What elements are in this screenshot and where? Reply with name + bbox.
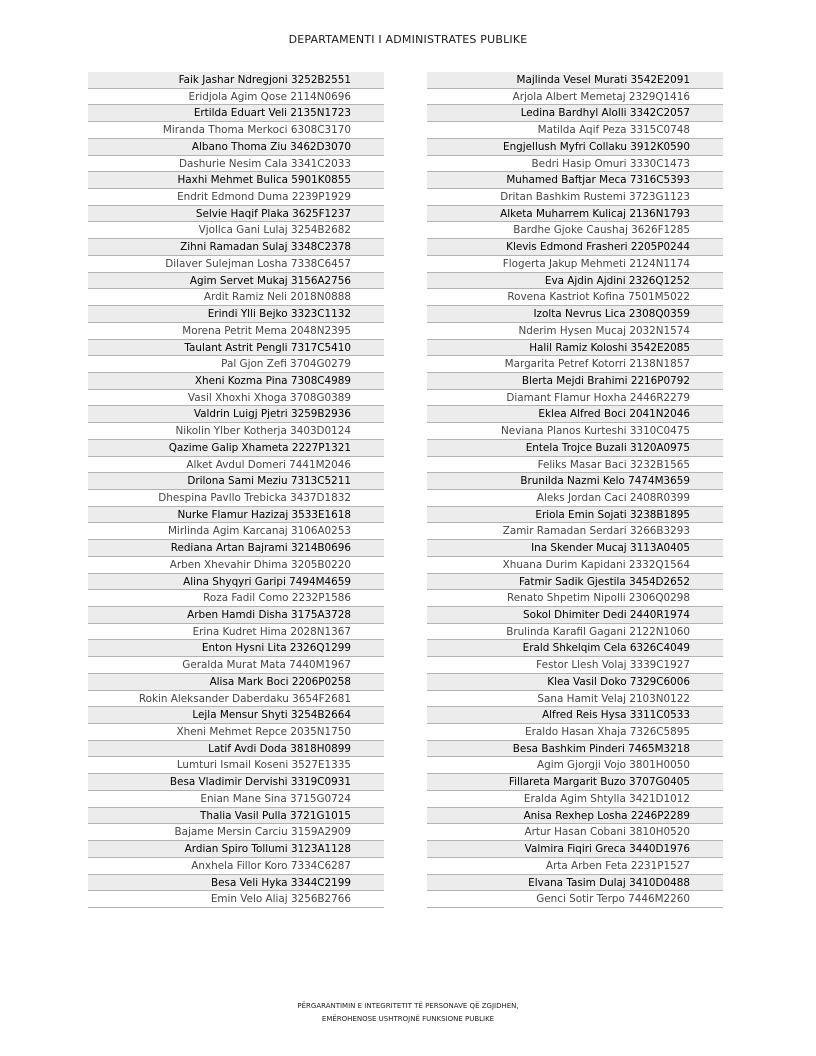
list-item: Artur Hasan Cobani 3810H0520 <box>427 824 723 841</box>
list-item: Eklea Alfred Boci 2041N2046 <box>427 406 723 423</box>
list-item: Haxhi Mehmet Bulica 5901K0855 <box>88 172 384 189</box>
list-item: Dritan Bashkim Rustemi 3723G1123 <box>427 189 723 206</box>
list-item: Erina Kudret Hima 2028N1367 <box>88 624 384 641</box>
list-item: Erindi Ylli Bejko 3323C1132 <box>88 306 384 323</box>
list-item: Renato Shpetim Nipolli 2306Q0298 <box>427 590 723 607</box>
right-name-column <box>427 72 723 908</box>
list-item: Bedri Hasip Omuri 3330C1473 <box>427 156 723 173</box>
list-item: Xheni Kozma Pina 7308C4989 <box>88 373 384 390</box>
list-item: Miranda Thoma Merkoci 6308C3170 <box>88 122 384 139</box>
list-item: Pal Gjon Zefi 3704G0279 <box>88 356 384 373</box>
left-name-column <box>88 72 384 908</box>
list-item: Agim Gjorgji Vojo 3801H0050 <box>427 757 723 774</box>
list-item: Vasil Xhoxhi Xhoga 3708G0389 <box>88 390 384 407</box>
list-item: Entela Trojce Buzali 3120A0975 <box>427 440 723 457</box>
list-item: Anxhela Fillor Koro 7334C6287 <box>88 858 384 875</box>
list-item: Majlinda Vesel Murati 3542E2091 <box>427 72 723 89</box>
list-item: Ina Skender Mucaj 3113A0405 <box>427 540 723 557</box>
list-item: Zamir Ramadan Serdari 3266B3293 <box>427 523 723 540</box>
list-item: Rediana Artan Bajrami 3214B0696 <box>88 540 384 557</box>
list-item: Eralda Agim Shtylla 3421D1012 <box>427 791 723 808</box>
list-item: Xhuana Durim Kapidani 2332Q1564 <box>427 557 723 574</box>
list-item: Izolta Nevrus Lica 2308Q0359 <box>427 306 723 323</box>
list-item: Nurke Flamur Hazizaj 3533E1618 <box>88 507 384 524</box>
list-item: Valdrin Luigj Pjetri 3259B2936 <box>88 406 384 423</box>
list-item: Agim Servet Mukaj 3156A2756 <box>88 273 384 290</box>
list-item: Ertilda Eduart Veli 2135N1723 <box>88 105 384 122</box>
list-item: Mirlinda Agim Karcanaj 3106A0253 <box>88 523 384 540</box>
list-item: Ledina Bardhyl Alolli 3342C2057 <box>427 105 723 122</box>
list-item: Endrit Edmond Duma 2239P1929 <box>88 189 384 206</box>
list-item: Eriola Emin Sojati 3238B1895 <box>427 507 723 524</box>
list-item: Sokol Dhimiter Dedi 2440R1974 <box>427 607 723 624</box>
list-item: Genci Sotir Terpo 7446M2260 <box>427 891 723 908</box>
list-item: Engjellush Myfri Collaku 3912K0590 <box>427 139 723 156</box>
list-item: Rovena Kastriot Kofina 7501M5022 <box>427 289 723 306</box>
list-item: Alketa Muharrem Kulicaj 2136N1793 <box>427 206 723 223</box>
list-item: Nderim Hysen Mucaj 2032N1574 <box>427 323 723 340</box>
list-item: Faik Jashar Ndregjoni 3252B2551 <box>88 72 384 89</box>
list-item: Ardian Spiro Tollumi 3123A1128 <box>88 841 384 858</box>
list-item: Nikolin Ylber Kotherja 3403D0124 <box>88 423 384 440</box>
list-item: Alisa Mark Boci 2206P0258 <box>88 674 384 691</box>
list-item: Besa Bashkim Pinderi 7465M3218 <box>427 741 723 758</box>
list-item: Xheni Mehmet Repce 2035N1750 <box>88 724 384 741</box>
list-item: Enton Hysni Lita 2326Q1299 <box>88 640 384 657</box>
list-item: Bajame Mersin Carciu 3159A2909 <box>88 824 384 841</box>
list-item: Selvie Haqif Plaka 3625F1237 <box>88 206 384 223</box>
list-item: Roza Fadil Como 2232P1586 <box>88 590 384 607</box>
list-item: Neviana Planos Kurteshi 3310C0475 <box>427 423 723 440</box>
list-item: Flogerta Jakup Mehmeti 2124N1174 <box>427 256 723 273</box>
footer-line-1: PËRGARANTIMIN E INTEGRITETIT TË PERSONAVE QË ZGJIDHEN, <box>297 1002 519 1010</box>
list-item: Lejla Mensur Shyti 3254B2664 <box>88 707 384 724</box>
list-item: Halil Ramiz Koloshi 3542E2085 <box>427 340 723 357</box>
list-item: Dashurie Nesim Cala 3341C2033 <box>88 156 384 173</box>
list-item: Fillareta Margarit Buzo 3707G0405 <box>427 774 723 791</box>
list-item: Festor Llesh Volaj 3339C1927 <box>427 657 723 674</box>
list-item: Diamant Flamur Hoxha 2446R2279 <box>427 390 723 407</box>
list-item: Muhamed Baftjar Meca 7316C5393 <box>427 172 723 189</box>
list-item: Fatmir Sadik Gjestila 3454D2652 <box>427 574 723 591</box>
list-item: Drilona Sami Meziu 7313C5211 <box>88 473 384 490</box>
list-item: Brunilda Nazmi Kelo 7474M3659 <box>427 473 723 490</box>
list-item: Eva Ajdin Ajdini 2326Q1252 <box>427 273 723 290</box>
list-item: Enian Mane Sina 3715G0724 <box>88 791 384 808</box>
list-item: Besa Veli Hyka 3344C2199 <box>88 875 384 892</box>
list-item: Latif Avdi Doda 3818H0899 <box>88 741 384 758</box>
list-item: Anisa Rexhep Losha 2246P2289 <box>427 808 723 825</box>
page-title: DEPARTAMENTI I ADMINISTRATES PUBLIKE <box>288 33 528 46</box>
list-item: Valmira Fiqiri Greca 3440D1976 <box>427 841 723 858</box>
list-item: Matilda Aqif Peza 3315C0748 <box>427 122 723 139</box>
list-item: Rokin Aleksander Daberdaku 3654F2681 <box>88 691 384 708</box>
list-item: Eraldo Hasan Xhaja 7326C5895 <box>427 724 723 741</box>
list-item: Besa Vladimir Dervishi 3319C0931 <box>88 774 384 791</box>
list-item: Geralda Murat Mata 7440M1967 <box>88 657 384 674</box>
list-item: Sana Hamit Velaj 2103N0122 <box>427 691 723 708</box>
list-item: Morena Petrit Mema 2048N2395 <box>88 323 384 340</box>
list-item: Dilaver Sulejman Losha 7338C6457 <box>88 256 384 273</box>
list-item: Vjollca Gani Lulaj 3254B2682 <box>88 222 384 239</box>
list-item: Taulant Astrit Pengli 7317C5410 <box>88 340 384 357</box>
list-item: Zihni Ramadan Sulaj 3348C2378 <box>88 239 384 256</box>
list-item: Feliks Masar Baci 3232B1565 <box>427 457 723 474</box>
list-item: Margarita Petref Kotorri 2138N1857 <box>427 356 723 373</box>
list-item: Albano Thoma Ziu 3462D3070 <box>88 139 384 156</box>
list-item: Klea Vasil Doko 7329C6006 <box>427 674 723 691</box>
list-item: Brulinda Karafil Gagani 2122N1060 <box>427 624 723 641</box>
footer-line-2: EMËROHENOSE USHTROJNË FUNKSIONE PUBLIKE <box>321 1015 495 1023</box>
list-item: Aleks Jordan Caci 2408R0399 <box>427 490 723 507</box>
list-item: Lumturi Ismail Koseni 3527E1335 <box>88 757 384 774</box>
list-item: Arben Xhevahir Dhima 3205B0220 <box>88 557 384 574</box>
list-item: Alfred Reis Hysa 3311C0533 <box>427 707 723 724</box>
list-item: Emin Velo Aliaj 3256B2766 <box>88 891 384 908</box>
list-item: Klevis Edmond Frasheri 2205P0244 <box>427 239 723 256</box>
list-item: Arta Arben Feta 2231P1527 <box>427 858 723 875</box>
list-item: Eridjola Agim Qose 2114N0696 <box>88 89 384 106</box>
list-item: Ardit Ramiz Neli 2018N0888 <box>88 289 384 306</box>
list-item: Elvana Tasim Dulaj 3410D0488 <box>427 875 723 892</box>
list-item: Alina Shyqyri Garipi 7494M4659 <box>88 574 384 591</box>
list-item: Dhespina Pavllo Trebicka 3437D1832 <box>88 490 384 507</box>
list-item: Erald Shkelqim Cela 6326C4049 <box>427 640 723 657</box>
list-item: Bardhe Gjoke Caushaj 3626F1285 <box>427 222 723 239</box>
list-item: Arjola Albert Memetaj 2329Q1416 <box>427 89 723 106</box>
page-footer <box>0 1000 816 1026</box>
list-item: Qazime Galip Xhameta 2227P1321 <box>88 440 384 457</box>
list-item: Arben Hamdi Disha 3175A3728 <box>88 607 384 624</box>
list-item: Alket Avdul Domeri 7441M2046 <box>88 457 384 474</box>
list-item: Blerta Mejdi Brahimi 2216P0792 <box>427 373 723 390</box>
list-item: Thalia Vasil Pulla 3721G1015 <box>88 808 384 825</box>
